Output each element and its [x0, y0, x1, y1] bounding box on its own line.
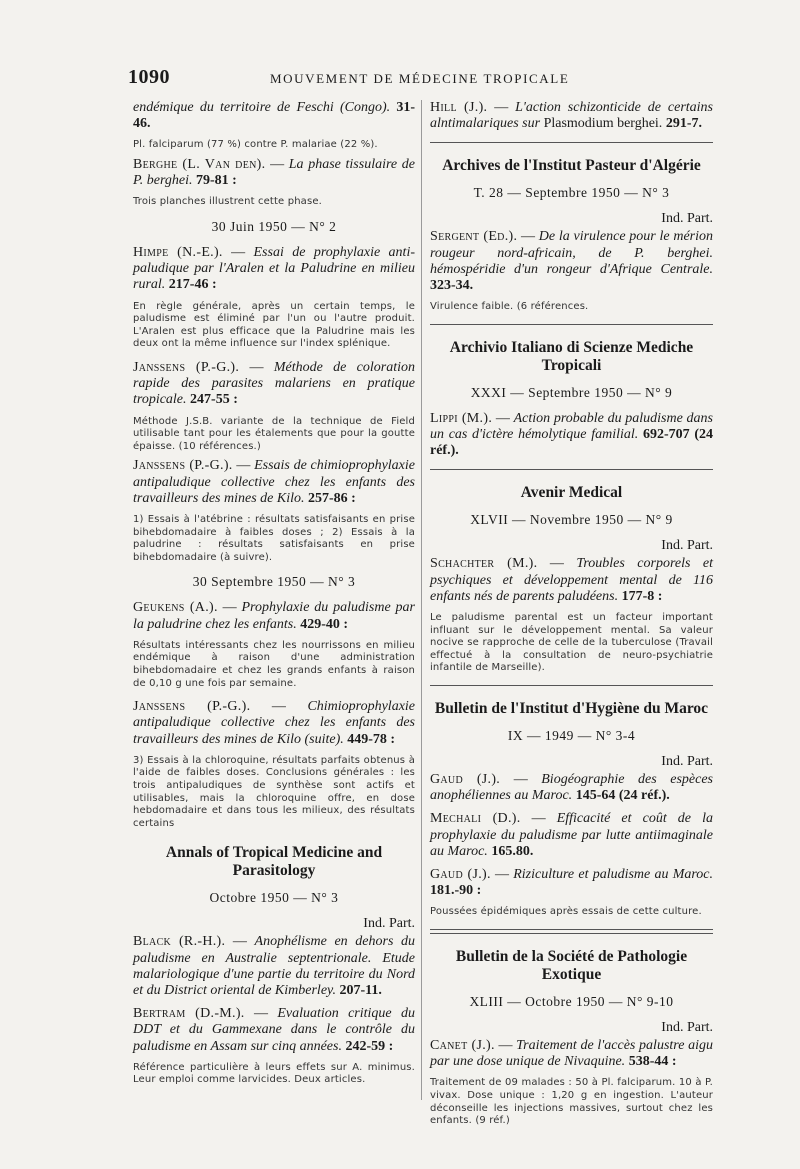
running-title: MOUVEMENT DE MÉDECINE TROPICALE — [270, 71, 570, 86]
entry-author: Berghe (L. Van den). — [133, 157, 266, 172]
entry-abstract: Poussées épidémiques après essais de cette culture. — [430, 906, 702, 918]
issue-heading: XLIII — Octobre 1950 — N° 9-10 — [469, 994, 674, 1010]
entry-title: Chimioprophylaxie antipaludique collective chez les enfants des travailleurs des mines de Kilo (suite). — [133, 699, 416, 747]
journal-title: Bulletin de l'Institut d'Hygiène du Maroc — [434, 700, 709, 717]
entry-title: L'action schizonticide de certains alntimalariques sur — [430, 100, 714, 132]
entry-title: Action probable du paludisme dans un cas d'ictère hémolytique familial. — [430, 410, 713, 443]
ind-part-label: Ind. Part. — [661, 211, 713, 227]
entry-author: Black (R.-H.). — [133, 934, 226, 950]
entry-title: Méthode de coloration rapide des parasites malariens en pratique tropicale. — [133, 359, 416, 408]
entry-pages: 538-44 : — [628, 1054, 677, 1070]
entry-title: Efficacité et coût de la prophylaxie du paludisme par lutte antiimaginale au Maroc. — [430, 811, 713, 859]
entry-author: Lippi (M.). — [430, 410, 493, 426]
entry-title: Troubles corporels et psychiques et développement mental de 116 enfants nés de parents paludéens. — [430, 556, 714, 604]
reference-entry: Janssens (P.-G.). — Essais de chimioprophylaxie antipaludique collective chez les enfants des travailleurs des mines de Kilo. 257-86 : — [133, 458, 415, 506]
page-number: 1090 — [128, 66, 170, 88]
reference-entry: Lippi (M.). — Action probable du paludisme dans un cas d'ictère hémolytique familial. 692-707 (24 réf.). — [430, 410, 714, 459]
entry-abstract: Résultats intéressants chez les nourrissons en milieu endémique à raison d'une administration bihebdomadaire et chez les grands enfants à raison de 0,10 g une fois par semaine. — [133, 639, 415, 689]
section-rule — [430, 324, 713, 325]
ind-part-label: Ind. Part. — [661, 538, 713, 554]
entry-title: Biogéographie des espèces anophéliennes au Maroc. — [430, 772, 713, 804]
issue-heading: XXXI — Septembre 1950 — N° 9 — [470, 384, 673, 400]
entry-title: endémique du territoire de Feschi (Congo). — [133, 100, 391, 115]
section-rule — [430, 142, 713, 143]
entry-author: Janssens (P.-G.). — [133, 699, 251, 715]
issue-heading: 30 Septembre 1950 — N° 3 — [192, 574, 356, 590]
entry-abstract: 1) Essais à l'atébrine : résultats satisfaisants en prise bihebdomadaire à faibles doses ; 2) Essais à la paludrine : résultats satisfaisants en prise bihebdomadaire (à suivre). — [133, 513, 415, 563]
entry-author: Janssens (P.-G.). — [133, 458, 233, 474]
section-rule — [430, 469, 713, 470]
entry-author: Geukens (A.). — [133, 600, 218, 616]
ind-part-label: Ind. Part. — [661, 754, 713, 769]
entry-species: Plasmodium berghei. — [543, 116, 663, 132]
entry-author: Mechali (D.). — [430, 811, 521, 827]
entry-pages: 181.-90 : — [430, 883, 482, 899]
reference-entry: Berghe (L. Van den). — La phase tissulaire de P. berghei. 79-81 : — [133, 157, 416, 189]
reference-entry: Gaud (J.). — Biogéographie des espèces anophéliennes au Maroc. 145-64 (24 réf.). — [430, 772, 713, 804]
entry-pages: 207-11. — [339, 982, 382, 998]
entry-abstract: Référence particulière à leurs effets sur A. minimus. Leur emploi comme larvicides. Deux articles. — [133, 1061, 415, 1086]
entry-pages: 177-8 : — [621, 588, 663, 604]
right-column — [430, 100, 713, 1137]
entry-title: Evaluation critique du DDT et du Gammexane dans le contrôle du paludisme en Assam sur cinq années. — [133, 1006, 415, 1054]
page-header — [0, 66, 800, 94]
ind-part-label: Ind. Part. — [363, 916, 415, 932]
entry-author: Gaud (J.). — [430, 772, 501, 787]
section-rule — [430, 685, 713, 686]
reference-entry: Himpe (N.-E.). — Essai de prophylaxie anti-paludique par l'Aralen et la Paludrine en milieu rural. 217-46 : — [133, 245, 415, 293]
entry-pages: 165.80. — [491, 843, 534, 859]
entry-abstract: Traitement de 09 malades : 50 à Pl. falciparum. 10 à P. vivax. Dose unique : 1,20 g en ingestion. L'auteur déconseille les injections massives, surtout chez les enfants. (9 réf.) — [430, 1077, 713, 1127]
entry-title: Anophélisme en dehors du paludisme en Australie septentrionale. Etude malariologique d'une partie du territoire du Nord et du District oriental de Kimberley. — [133, 934, 415, 998]
entry-pages: 145-64 (24 réf.). — [575, 788, 670, 804]
entry-author: Schachter (M.). — [430, 556, 538, 572]
entry-pages: 449-78 : — [347, 731, 396, 747]
reference-entry: Geukens (A.). — Prophylaxie du paludisme par la paludrine chez les enfants. 429-40 : — [133, 600, 416, 632]
section-rule — [430, 929, 713, 934]
entry-abstract: En règle générale, après un certain temps, le paludisme est éliminé par l'un ou l'autre produit. L'Aralen est plus efficace que la Paludrine mais les deux ont la même influence sur l'index splénique. — [133, 300, 415, 350]
ind-part-label: Ind. Part. — [661, 1020, 713, 1036]
entry-author: Gaud (J.). — [430, 867, 491, 883]
entry-author: Canet (J.). — [430, 1038, 495, 1054]
journal-title: Avenir Medical — [520, 484, 623, 502]
reference-entry: Janssens (P.-G.). — Chimioprophylaxie antipaludique collective chez les enfants des travailleurs des mines de Kilo (suite). 449-78 : — [133, 699, 416, 747]
entry-pages: 291-7. — [665, 116, 702, 132]
issue-heading: IX — 1949 — N° 3-4 — [507, 728, 636, 743]
entry-abstract: 3) Essais à la chloroquine, résultats parfaits obtenus à l'aide de faibles doses. Conclusions générales : les trois antipaludiques de synthèse sont actifs et utilisables, mais la chloroquine offre, en dose hebdomadaire et dans tous les milieux, des résultats certains — [133, 754, 415, 829]
reference-entry: Sergent (Ed.). — De la virulence pour le mérion rougeur nord-africain, de P. berghei. hémospéridie d'un rongeur d'Afrique Centrale. 323-34. — [430, 229, 714, 294]
entry-pages: 217-46 : — [168, 277, 217, 293]
journal-title: Archivio Italiano di Scienze Mediche Tropicali — [449, 338, 694, 374]
entry-author: Janssens (P.-G.). — [133, 359, 240, 375]
reference-entry: Bertram (D.-M.). — Evaluation critique du DDT et du Gammexane dans le contrôle du paludisme en Assam sur cinq années. 242-59 : — [133, 1006, 415, 1054]
entry-abstract: Le paludisme parental est un facteur important influant sur le développement mental. Sa valeur nocive se rapproche de celle de la tuberculose (Travail effectué à la consultation de neuro-psychiatrie infantile de Marseille). — [430, 612, 713, 674]
reference-entry: Gaud (J.). — Riziculture et paludisme au Maroc. 181.-90 : — [430, 867, 714, 899]
entry-author: Sergent (Ed.). — [430, 229, 518, 245]
entry-title: Riziculture et paludisme au Maroc. — [513, 867, 714, 883]
issue-heading: Octobre 1950 — N° 3 — [209, 890, 339, 906]
entry-title: Essai de prophylaxie anti-paludique par l'Aralen et la Paludrine en milieu rural. — [133, 245, 415, 293]
entry-title: La phase tissulaire de P. berghei. — [133, 157, 416, 189]
entry-title: Traitement de l'accès palustre aigu par une dose unique de Nivaquine. — [430, 1038, 713, 1070]
reference-entry: Janssens (P.-G.). — Méthode de coloration rapide des parasites malariens en pratique tropicale. 247-55 : — [133, 359, 416, 408]
entry-pages: 257-86 : — [308, 490, 356, 506]
entry-title: Essais de chimioprophylaxie antipaludique collective chez les enfants des travailleurs des mines de Kilo. — [133, 458, 415, 506]
entry-abstract: Méthode J.S.B. variante de la technique de Field utilisable tant pour les étalements que pour la goutte épaisse. (10 références.) — [133, 415, 415, 452]
journal-title: Archives de l'Institut Pasteur d'Algérie — [442, 157, 701, 175]
entry-title: De la virulence pour le mérion rougeur nord-africain, de P. berghei. hémospéridie d'un rongeur d'Afrique Centrale. — [430, 229, 714, 277]
entry-pages: 31-46. — [133, 100, 415, 132]
reference-entry — [133, 100, 415, 132]
journal-title: Bulletin de la Société de Pathologie Exotique — [455, 948, 688, 984]
issue-heading: XLVII — Novembre 1950 — N° 9 — [470, 512, 673, 528]
entry-pages: 242-59 : — [345, 1038, 394, 1054]
journal-title: Annals of Tropical Medicine and Parasitology — [165, 844, 383, 880]
entry-abstract: Virulence faible. (6 références. — [430, 301, 589, 313]
entry-pages: 247-55 : — [190, 392, 238, 408]
entry-pages: 429-40 : — [300, 616, 349, 632]
entry-pages: 79-81 : — [196, 173, 237, 189]
reference-entry: Canet (J.). — Traitement de l'accès palustre aigu par une dose unique de Nivaquine. 538-44 : — [430, 1038, 713, 1070]
issue-heading: T. 28 — Septembre 1950 — N° 3 — [473, 185, 670, 201]
entry-pages: 692-707 (24 réf.). — [430, 427, 714, 459]
reference-entry: Black (R.-H.). — Anophélisme en dehors du paludisme en Australie septentrionale. Etude malariologique d'une partie du territoire du Nord et du District oriental de Kimberley. 207-11. — [133, 934, 415, 998]
entry-abstract: Trois planches illustrent cette phase. — [133, 196, 322, 208]
column-divider — [421, 100, 422, 1100]
entry-abstract: Pl. falciparum (77 %) contre P. malariae (22 %). — [133, 139, 378, 151]
reference-entry: Hill (J.). — L'action schizonticide de certains alntimalariques sur Plasmodium berghei. 291-7. — [430, 100, 714, 132]
entry-author: Bertram (D.-M.). — [133, 1006, 245, 1022]
reference-entry: Schachter (M.). — Troubles corporels et psychiques et développement mental de 116 enfants nés de parents paludéens. 177-8 : — [430, 556, 714, 604]
left-column — [133, 100, 415, 1096]
reference-entry: Mechali (D.). — Efficacité et coût de la prophylaxie du paludisme par lutte antiimaginale au Maroc. 165.80. — [430, 811, 713, 859]
entry-pages: 323-34. — [430, 278, 474, 294]
entry-title: Prophylaxie du paludisme par la paludrine chez les enfants. — [133, 600, 416, 632]
entry-author: Himpe (N.-E.). — [133, 245, 223, 260]
issue-heading: 30 Juin 1950 — N° 2 — [211, 219, 337, 234]
entry-author: Hill (J.). — [430, 100, 488, 115]
